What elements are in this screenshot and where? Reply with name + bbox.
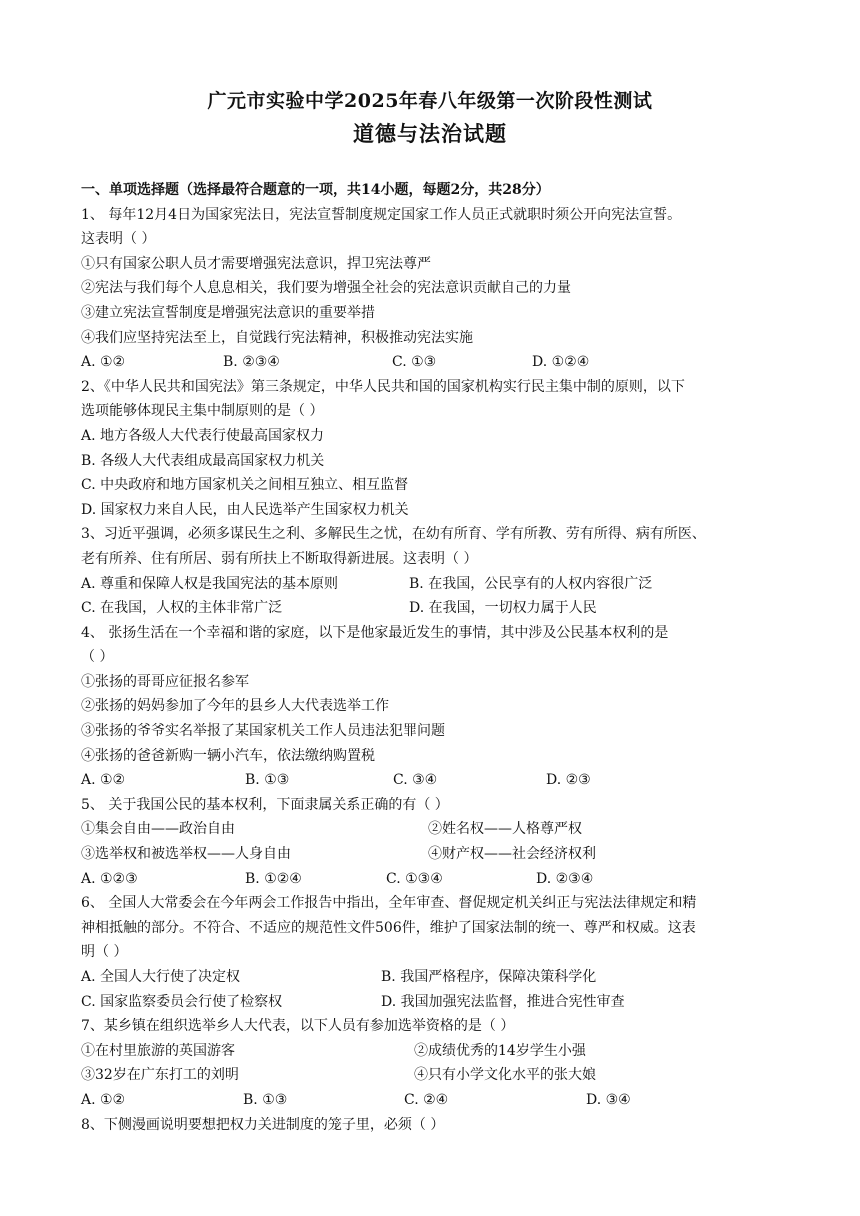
- question-6-stem-cont: 神相抵触的部分。不符合、不适应的规范性文件506件，维护了国家法制的统一、尊严和权威。这表: [81, 919, 696, 936]
- question-3-option-b: B. 在我国，公民享有的人权内容很广泛: [409, 575, 653, 592]
- question-7-statement-2: ②成绩优秀的14岁学生小强: [414, 1042, 586, 1059]
- question-4-option-b: B. ①③: [245, 772, 290, 789]
- question-2-option-d: D. 国家权力来自人民，由人民选举产生国家权力机关: [81, 501, 409, 518]
- question-1-stem: 1、 每年12月4日为国家宪法日，宪法宣誓制度规定国家工作人员正式就职时须公开向宪法宣誓。: [81, 206, 682, 223]
- question-6-option-d: D. 我国加强宪法监督，推进合宪性审查: [381, 993, 625, 1010]
- question-5-option-a: A. ①②③: [81, 870, 138, 887]
- question-4-stem-cont: （ ）: [81, 649, 114, 666]
- question-4-options: [81, 768, 781, 793]
- question-2-option-c: C. 中央政府和地方国家机关之间相互独立、相互监督: [81, 477, 409, 494]
- question-7-option-b: B. ①③: [243, 1091, 288, 1108]
- question-1-option-b: B. ②③④: [223, 354, 280, 371]
- question-2-option-a: A. 地方各级人大代表行使最高国家权力: [81, 427, 325, 444]
- question-1-statement-3: ③建立宪法宣誓制度是增强宪法意识的重要举措: [81, 304, 375, 321]
- question-6-option-a: A. 全国人大行使了决定权: [81, 969, 241, 985]
- question-4-statement-3: ③张扬的爷爷实名举报了某国家机关工作人员违法犯罪问题: [81, 723, 445, 740]
- question-6-options-ab: [81, 965, 781, 990]
- question-4-stem: 4、 张扬生活在一个幸福和谐的家庭，以下是他家最近发生的事情，其中涉及公民基本权利的是: [81, 624, 669, 641]
- question-3-stem: 3、习近平强调，必须多谋民生之利、多解民生之忧，在幼有所育、学有所教、劳有所得、病有所医、: [81, 526, 706, 543]
- exam-title: 广元市实验中学2025年春八年级第一次阶段性测试: [207, 90, 653, 112]
- question-1-statement-1: ①只有国家公职人员才需要增强宪法意识，捍卫宪法尊严: [81, 255, 431, 272]
- question-5-statements-34: [81, 842, 781, 867]
- question-5-option-c: C. ①③④: [386, 870, 443, 887]
- question-2-stem-cont: 选项能够体现民主集中制原则的是（ ）: [81, 403, 324, 420]
- question-7-statement-3: ③32岁在广东打工的刘明: [81, 1067, 239, 1084]
- question-6-stem: 6、 全国人大常委会在今年两会工作报告中指出，全年审查、督促规定机关纠正与宪法法律规定和精: [81, 895, 697, 912]
- question-5-statement-3: ③选举权和被选举权——人身自由: [81, 846, 291, 863]
- question-4-statement-2: ②张扬的妈妈参加了今年的县乡人大代表选举工作: [81, 698, 389, 715]
- question-1-option-a: A. ①②: [81, 354, 126, 371]
- question-6-option-b: B. 我国严格程序，保障决策科学化: [381, 969, 597, 985]
- question-4-option-c: C. ③④: [393, 772, 438, 789]
- section-heading: 一、单项选择题（选择最符合题意的一项，共14小题，每题2分，共28分）: [81, 182, 550, 198]
- question-5-stem: 5、 关于我国公民的基本权利，下面隶属关系正确的有（ ）: [81, 796, 449, 813]
- question-3-option-d: D. 在我国，一切权力属于人民: [409, 600, 597, 617]
- question-5-statements-12: [81, 817, 781, 842]
- question-7-statements-34: [81, 1063, 781, 1088]
- question-7-statement-4: ④只有小学文化水平的张大娘: [414, 1067, 596, 1084]
- question-4-statement-4: ④张扬的爸爸新购一辆小汽车，依法缴纳购置税: [81, 747, 375, 764]
- question-4-statement-1: ①张扬的哥哥应征报名参军: [81, 673, 249, 690]
- question-5-statement-4: ④财产权——社会经济权利: [428, 846, 596, 863]
- question-1-option-c: C. ①③: [392, 354, 437, 371]
- question-5-statement-2: ②姓名权——人格尊严权: [428, 821, 582, 838]
- question-5-option-d: D. ②③④: [536, 870, 594, 887]
- question-7-statements-12: [81, 1039, 781, 1064]
- question-4-option-a: A. ①②: [81, 772, 126, 789]
- question-2-stem: 2、《中华人民共和国宪法》第三条规定，中华人民共和国的国家机构实行民主集中制的原则，以下: [81, 378, 685, 395]
- question-1-statement-2: ②宪法与我们每个人息息相关，我们要为增强全社会的宪法意识贡献自己的力量: [81, 280, 571, 297]
- question-4-option-d: D. ②③: [546, 772, 591, 789]
- question-7-statement-1: ①在村里旅游的英国游客: [81, 1042, 235, 1059]
- question-3-option-c: C. 在我国，人权的主体非常广泛: [81, 600, 283, 617]
- question-7-options: [81, 1088, 781, 1113]
- question-6-stem-cont-2: 明（ ）: [81, 944, 128, 961]
- question-6-options-cd: [81, 990, 781, 1015]
- question-3-options-ab: [81, 572, 781, 597]
- question-7-option-d: D. ③④: [586, 1091, 631, 1108]
- question-5-option-b: B. ①②④: [245, 870, 302, 887]
- question-5-statement-1: ①集会自由——政治自由: [81, 821, 235, 838]
- exam-subject-title: 道德与法治试题: [353, 121, 507, 146]
- question-1-options: [81, 350, 781, 375]
- question-1-option-d: D. ①②④: [532, 354, 590, 371]
- question-7-option-a: A. ①②: [81, 1091, 126, 1108]
- question-1-stem-cont: 这表明（ ）: [81, 231, 156, 248]
- question-8-stem: 8、下侧漫画说明要想把权力关进制度的笼子里，必须（ ）: [81, 1116, 445, 1133]
- question-7-option-c: C. ②④: [404, 1091, 449, 1108]
- question-1-statement-4: ④我们应坚持宪法至上，自觉践行宪法精神，积极推动宪法实施: [81, 329, 473, 346]
- exam-content: [81, 178, 781, 1137]
- question-6-option-c: C. 国家监察委员会行使了检察权: [81, 993, 283, 1010]
- question-5-options: [81, 867, 781, 892]
- question-7-stem: 7、某乡镇在组织选举乡人大代表，以下人员有参加选举资格的是（ ）: [81, 1018, 515, 1035]
- question-2-option-b: B. 各级人大代表组成最高国家权力机关: [81, 452, 325, 469]
- question-3-option-a: A. 尊重和保障人权是我国宪法的基本原则: [81, 575, 339, 592]
- question-3-stem-cont: 老有所养、住有所居、弱有所扶上不断取得新进展。这表明（ ）: [81, 550, 478, 567]
- question-3-options-cd: [81, 596, 781, 621]
